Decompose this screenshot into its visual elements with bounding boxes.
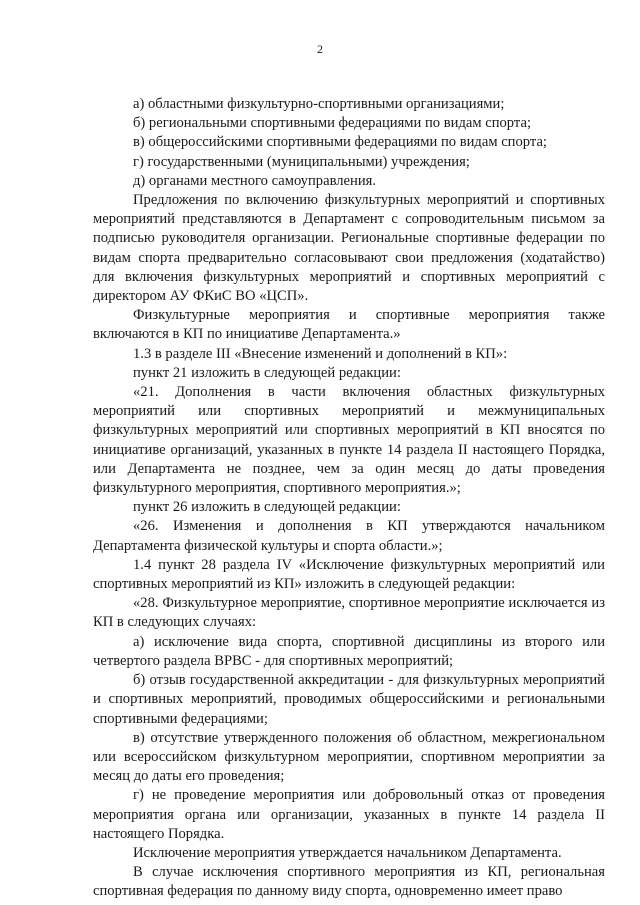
paragraph-case-b: б) отзыв государственной аккредитации - для физкультурных мероприятий и спортивных мероприятий, проводимых общероссийскими и региональными спортивными федерациями; <box>93 672 605 727</box>
paragraph-list-item-g: г) государственными (муниципальными) учреждения; <box>133 153 470 170</box>
paragraph-list-item-d: д) органами местного самоуправления. <box>133 172 377 189</box>
paragraph-section-3: 1.3 в разделе III «Внесение изменений и дополнений в КП»: <box>133 345 508 362</box>
paragraph-list-item-b: б) региональными спортивными федерациями по видам спорта; <box>133 115 532 132</box>
paragraph-exclusion-approval: Исключение мероприятия утверждается начальником Департамента. <box>133 844 562 861</box>
paragraph-case-a: а) исключение вида спорта, спортивной дисциплины из второго или четвертого раздела ВРВС - для спортивных мероприятий; <box>93 633 605 669</box>
paragraph-point-28: «28. Физкультурное мероприятие, спортивное мероприятие исключается из КП в следующих случаях: <box>93 595 605 631</box>
paragraph-exclusion-federation: В случае исключения спортивного мероприятия из КП, региональная спортивная федерация по данному виду спорта, одновременно имеет право <box>93 864 605 900</box>
paragraph-department-initiative: Физкультурные мероприятия и спортивные мероприятия также включаются в КП по инициативе Департамента.» <box>93 307 605 343</box>
paragraph-point-26-intro: пункт 26 изложить в следующей редакции: <box>133 499 401 516</box>
paragraph-case-g: г) не проведение мероприятия или добровольный отказ от проведения мероприятия органа или организации, указанных в пункте 14 раздела II настоящего Порядка. <box>93 787 605 842</box>
paragraph-point-26: «26. Изменения и дополнения в КП утверждаются начальником Департамента физической культуры и спорта области.»; <box>93 518 605 554</box>
paragraph-list-item-a: а) областными физкультурно-спортивными организациями; <box>133 96 505 112</box>
paragraph-point-21: «21. Дополнения в части включения областных физкультурных мероприятий или спортивных мероприятий и межмуниципальных физкультурных мероприятий или спортивных мероприятий в КП вносятся по инициативе организаций, указанных в пункте 14 раздела II настоящего Порядка, или Департамента не позднее, чем за один месяц до даты проведения физкультурного мероприятия, спортивного мероприятия.»; <box>93 384 605 497</box>
paragraph-case-v: в) отсутствие утвержденного положения об областном, межрегиональном или всероссийском физкультурном мероприятии, спортивном мероприятии за месяц до даты его проведения; <box>93 729 605 785</box>
paragraph-section-4: 1.4 пункт 28 раздела IV «Исключение физкультурных мероприятий или спортивных мероприятий из КП» изложить в следующей редакции: <box>93 556 605 593</box>
paragraph-point-21-intro: пункт 21 изложить в следующей редакции: <box>133 364 401 381</box>
page-number: 2 <box>317 42 323 56</box>
document-body <box>93 95 605 902</box>
paragraph-list-item-v: в) общероссийскими спортивными федерациями по видам спорта; <box>133 134 547 151</box>
paragraph-proposals: Предложения по включению физкультурных мероприятий и спортивных мероприятий представляются в Департамент с сопроводительным письмом за подписью руководителя организации. Региональные спортивные федерации по видам спорта предварительно согласовывают свои предложения (ходатайство) для включения физкультурных мероприятий и спортивных мероприятий с директором АУ ФКиС ВО «ЦСП». <box>93 192 605 305</box>
